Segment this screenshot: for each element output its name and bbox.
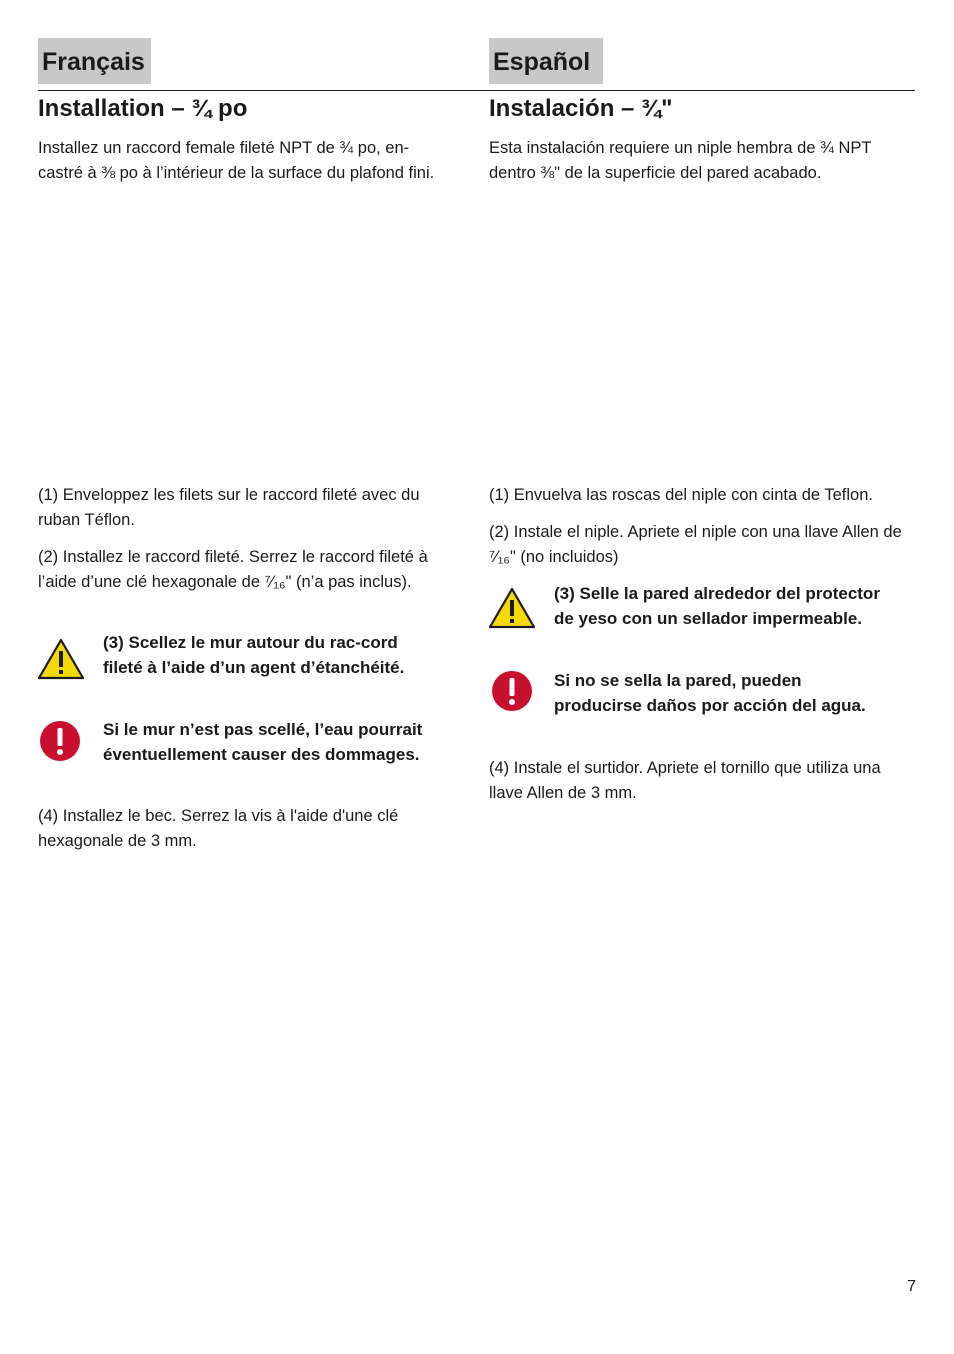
exclamation-circle-icon bbox=[491, 670, 533, 712]
exclamation-circle-icon bbox=[39, 720, 81, 762]
spanish-notice-text: Si no se sella la pared, pueden producirse daños por acción del agua. bbox=[554, 671, 866, 715]
french-step-1: (1) Enveloppez les filets sur le raccord fileté avec du ruban Téflon. bbox=[38, 486, 420, 529]
spanish-caution-text: (3) Selle la pared alrededor del protector de yeso con un sellador impermeable. bbox=[554, 584, 880, 628]
spanish-step-1: (1) Envuelva las roscas del niple con cinta de Teflon. bbox=[489, 486, 873, 504]
warning-triangle-icon bbox=[37, 638, 85, 680]
header-divider bbox=[38, 90, 915, 91]
french-notice-text: Si le mur n’est pas scellé, l’eau pourrait éventuellement causer des dommages. bbox=[103, 720, 423, 764]
spanish-intro: Esta instalación requiere un niple hembra de ¾ NPT dentro ⅜" de la superficie del pared acabado. bbox=[489, 139, 872, 182]
warning-triangle-icon bbox=[488, 587, 536, 629]
french-heading: Installation – ¾ po bbox=[38, 95, 248, 122]
spanish-step-2: (2) Instale el niple. Apriete el niple con una llave Allen de ⁷⁄₁₆" (no incluidos) bbox=[489, 523, 902, 566]
french-caution-text: (3) Scellez le mur autour du rac-cord fileté à l’aide d’un agent d’étanchéité. bbox=[103, 633, 405, 677]
lang-tab-french: Français bbox=[38, 38, 151, 84]
french-step-2: (2) Installez le raccord fileté. Serrez le raccord fileté à l’aide d’une clé hexagonale de ⁷⁄₁₆" (n’a pas inclus). bbox=[38, 548, 428, 591]
french-intro: Installez un raccord female fileté NPT de ¾ po, en-castré à ⅜ po à l’intérieur de la surface du plafond fini. bbox=[38, 139, 435, 182]
spanish-step-4: (4) Instale el surtidor. Apriete el tornillo que utiliza una llave Allen de 3 mm. bbox=[489, 759, 881, 802]
lang-tab-spanish: Español bbox=[489, 38, 603, 84]
french-step-4: (4) Installez le bec. Serrez la vis à l'aide d'une clé hexagonale de 3 mm. bbox=[38, 807, 399, 850]
page-number: 7 bbox=[907, 1278, 916, 1295]
spanish-heading: Instalación – ¾" bbox=[489, 95, 673, 122]
